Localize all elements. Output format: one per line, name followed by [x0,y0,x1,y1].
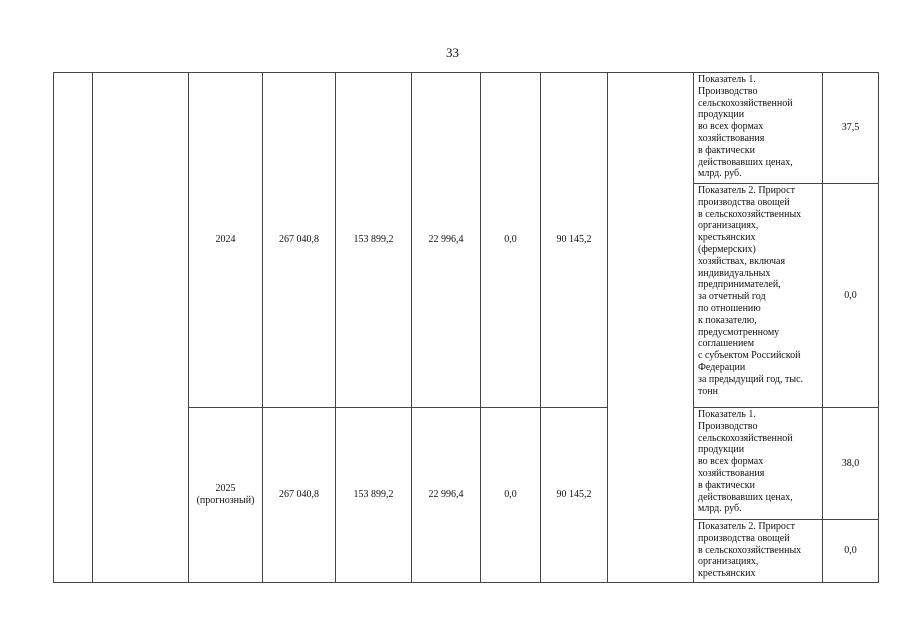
page-number: 33 [446,45,459,60]
indicator-value: 38,0 [823,408,879,520]
indicator-value: 0,0 [823,520,879,583]
federal-funding-cell: 153 899,2 [336,73,412,408]
blank-cell-executor [608,73,694,583]
indicator-text: Показатель 1. Производство сельскохозяйственной продукции во всех формах хозяйствования в фактически действовавших ценах, млрд. руб. [694,73,823,184]
federal-funding-cell: 153 899,2 [336,408,412,583]
program-table [53,72,879,583]
indicator-text: Показатель 2. Прирост производства овощей в сельскохозяйственных организациях, крестьянских [694,520,823,583]
local-funding-cell: 0,0 [481,408,541,583]
total-funding-cell: 267 040,8 [263,73,336,408]
total-funding-cell: 267 040,8 [263,408,336,583]
regional-funding-cell: 22 996,4 [412,73,481,408]
indicator-text: Показатель 1. Производство сельскохозяйственной продукции во всех формах хозяйствования в фактически действовавших ценах, млрд. руб. [694,408,823,520]
table-row [54,73,879,184]
extrabudgetary-funding-cell: 90 145,2 [541,73,608,408]
year-cell: 2024 [189,73,263,408]
local-funding-cell: 0,0 [481,73,541,408]
blank-cell-name [93,73,189,583]
indicator-text: Показатель 2. Прирост производства овощей в сельскохозяйственных организациях, крестьянских (фермерских) хозяйствах, включая индивидуальных предпринимателей, за отчетный год по отношению к показателю, предусмотренному соглашением с субъектом Российской Федерации за предыдущий год, тыс. тонн [694,184,823,408]
blank-cell-number [54,73,93,583]
indicator-value: 0,0 [823,184,879,408]
indicator-value: 37,5 [823,73,879,184]
year-cell: 2025 (прогнозный) [189,408,263,583]
regional-funding-cell: 22 996,4 [412,408,481,583]
extrabudgetary-funding-cell: 90 145,2 [541,408,608,583]
